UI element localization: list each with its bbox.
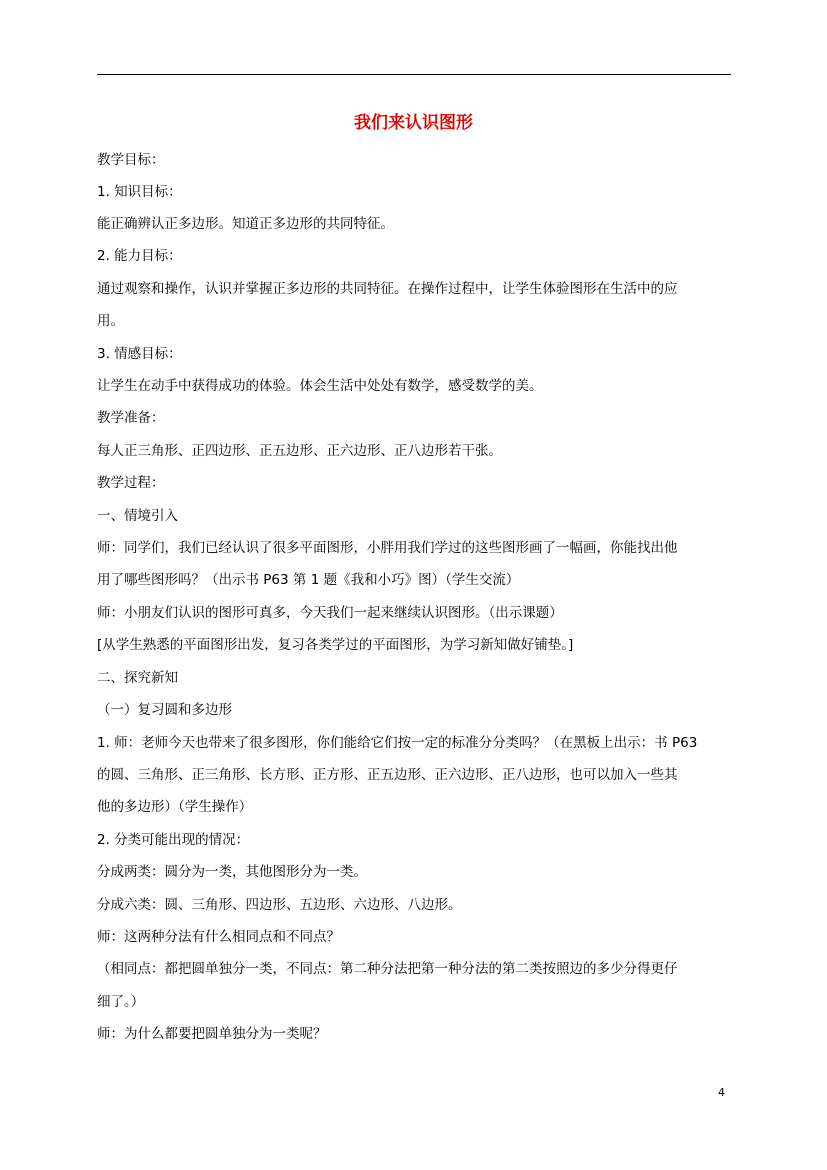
header-rule [97,74,731,75]
text-line: 1. 知识目标： [97,184,182,200]
text-line: [从学生熟悉的平面图形出发，复习各类学过的平面图形，为学习新知做好铺垫。] [97,637,574,653]
text-line: 分成两类：圆分为一类，其他图形分为一类。 [97,864,367,880]
text-line: （一）复习圆和多边形 [97,702,232,718]
text-line: 1. 师：老师今天也带来了很多图形，你们能给它们按一定的标准分分类吗？（在黑板上出示：书 P63 [97,735,698,751]
text-line: 师：为什么都要把圆单独分为一类呢？ [97,1026,327,1042]
text-line: 通过观察和操作，认识并掌握正多边形的共同特征。在操作过程中，让学生体验图形在生活中的应 [97,281,678,297]
text-line: 2. 分类可能出现的情况： [97,832,250,848]
text-line: 细了。） [97,994,145,1010]
text-line: 二、探究新知 [97,670,178,686]
text-line: 教学准备： [97,410,165,426]
text-line: 的圆、三角形、正三角形、长方形、正方形、正五边形、正六边形、正八边形，也可以加入一些其 [97,767,678,783]
text-line: 3. 情感目标： [97,346,182,362]
text-line: 能正确辨认正多边形。知道正多边形的共同特征。 [97,216,394,232]
text-line: 他的多边形）（学生操作） [97,799,253,815]
text-line: 2. 能力目标： [97,248,182,264]
text-line: 教学目标： [97,152,165,168]
text-line: 让学生在动手中获得成功的体验。体会生活中处处有数学，感受数学的美。 [97,378,543,394]
text-line: 教学过程： [97,475,165,491]
text-line: 用了哪些图形吗？（出示书 P63 第 1 题《我和小巧》图）（学生交流） [97,572,520,588]
text-line: 分成六类：圆、三角形、四边形、五边形、六边形、八边形。 [97,897,462,913]
page-number: 4 [718,1086,725,1099]
page-title: 我们来认识图形 [354,113,473,133]
text-line: 师：这两种分法有什么相同点和不同点？ [97,929,340,945]
text-line: 用。 [97,313,124,329]
text-line: 师：同学们，我们已经认识了很多平面图形，小胖用我们学过的这些图形画了一幅画，你能找出他 [97,540,678,556]
text-line: 师：小朋友们认识的图形可真多，今天我们一起来继续认识图形。（出示课题） [97,605,563,621]
text-line: 每人正三角形、正四边形、正五边形、正六边形、正八边形若干张。 [97,443,502,459]
text-line: 一、情境引入 [97,508,178,524]
text-line: （相同点：都把圆单独分一类，不同点：第二种分法把第一种分法的第二类按照边的多少分得更仔 [97,961,678,977]
